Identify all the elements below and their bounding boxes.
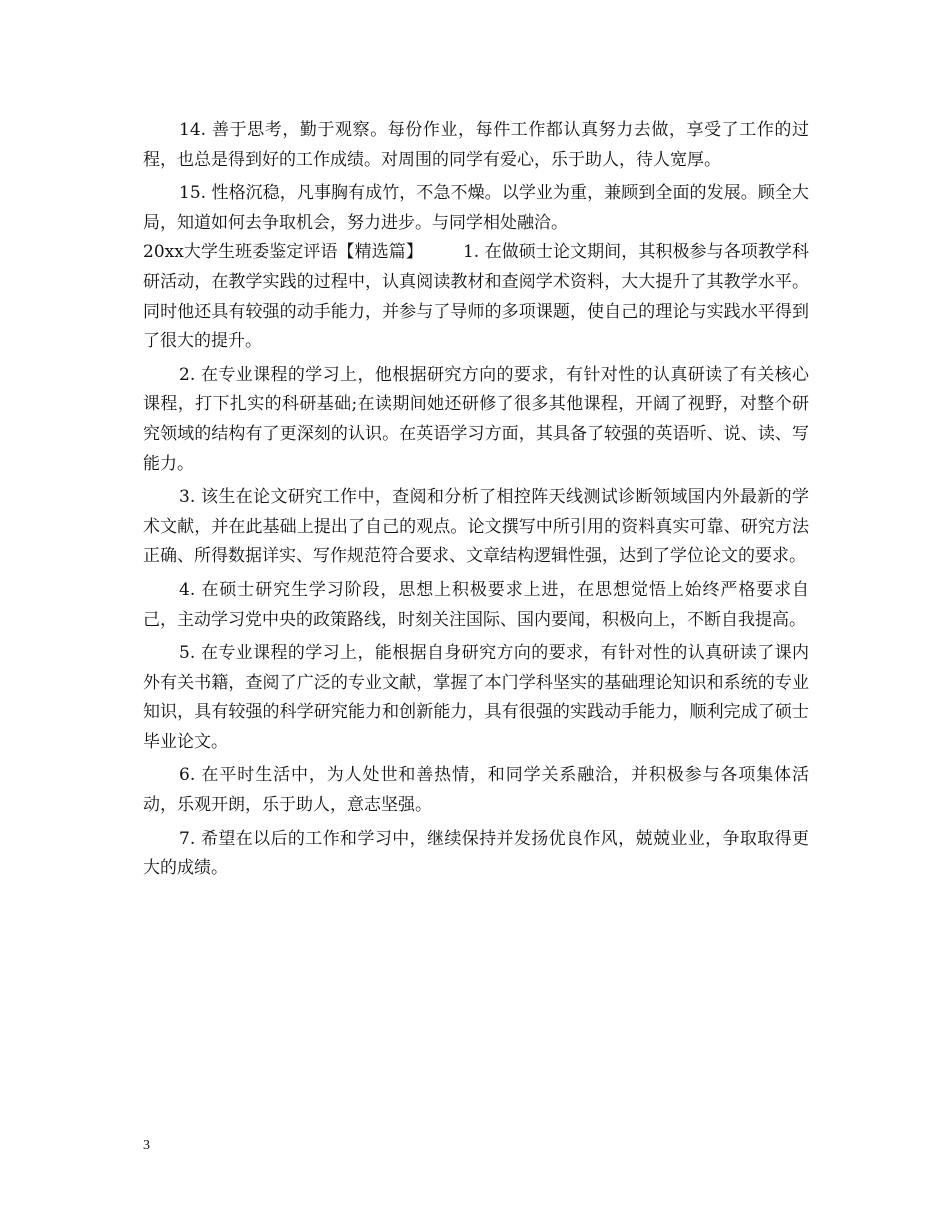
paragraph-15: 15. 性格沉稳，凡事胸有成竹，不急不燥。以学业为重，兼顾到全面的发展。顾全大局，知道如何去争取机会，努力进步。与同学相处融洽。 (143, 183, 809, 233)
page-number: 3 (143, 1138, 150, 1153)
document-body (143, 116, 809, 884)
list-item-6: 6. 在平时生活中，为人处世和善热情，和同学关系融洽，并积极参与各项集体活动，乐观开朗，乐于助人，意志坚强。 (143, 765, 809, 816)
section-heading: 20xx大学生班委鉴定评语【精选篇】 (143, 242, 423, 263)
list-item-7: 7. 希望在以后的工作和学习中，继续保持并发扬优良作风，兢兢业业，争取取得更大的成绩。 (143, 828, 809, 879)
list-item-4: 4. 在硕士研究生学习阶段，思想上积极要求上进，在思想觉悟上始终严格要求自己，主动学习党中央的政策路线，时刻关注国际、国内要闻，积极向上，不断自我提高。 (143, 579, 809, 630)
paragraph-14: 14. 善于思考，勤于观察。每份作业，每件工作都认真努力去做，享受了工作的过程，也总是得到好的工作成绩。对周围的同学有爱心，乐于助人，待人宽厚。 (143, 120, 809, 170)
list-item-3: 3. 该生在论文研究工作中，查阅和分析了相控阵天线测试诊断领域国内外最新的学术文献，并在此基础上提出了自己的观点。论文撰写中所引用的资料真实可靠、研究方法正确、所得数据详实、写作规范符合要求、文章结构逻辑性强，达到了学位论文的要求。 (143, 487, 809, 567)
list-item-5: 5. 在专业课程的学习上，能根据自身研究方向的要求，有针对性的认真研读了课内外有关书籍，查阅了广泛的专业文献，掌握了本门学科坚实的基础理论知识和系统的专业知识，具有较强的科学研究能力和创新能力，具有很强的实践动手能力，顺利完成了硕士毕业论文。 (143, 643, 809, 752)
section-paragraph (143, 238, 809, 356)
list-item-2: 2. 在专业课程的学习上，他根据研究方向的要求，有针对性的认真研读了有关核心课程，打下扎实的科研基础;在读期间她还研修了很多其他课程，开阔了视野，对整个研究领域的结构有了更深刻的认识。在英语学习方面，其具备了较强的英语听、说、读、写能力。 (143, 364, 809, 474)
section-item-1: 1. 在做硕士论文期间，其积极参与各项教学科研活动，在教学实践的过程中，认真阅读教材和查阅学术资料，大大提升了其教学水平。同时他还具有较强的动手能力，并参与了导师的多项课题，使自己的理论与实践水平得到了很大的提升。 (143, 242, 809, 352)
